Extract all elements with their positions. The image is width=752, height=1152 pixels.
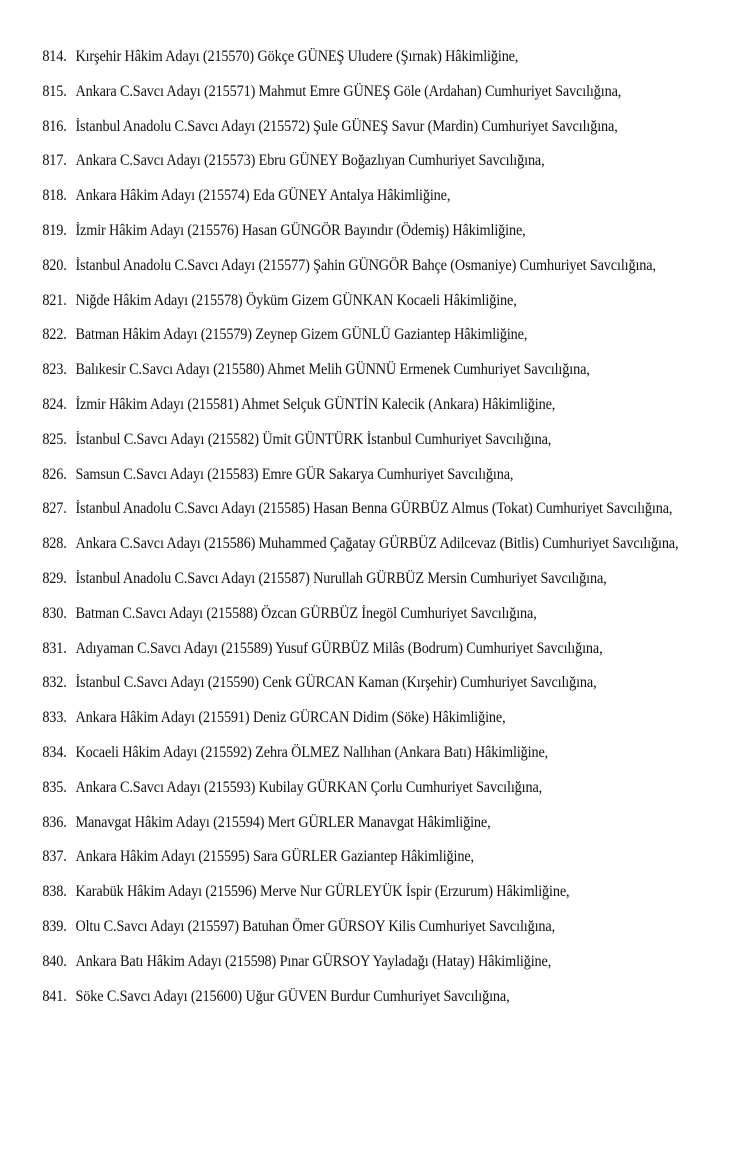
entry-text: Niğde Hâkim Adayı (215578) Öyküm Gizem GÜNKAN Kocaeli Hâkimliğine,: [75, 291, 517, 309]
entry-text: İstanbul C.Savcı Adayı (215582) Ümit GÜNTÜRK İstanbul Cumhuriyet Savcılığına,: [75, 430, 552, 448]
entry-text: Söke C.Savcı Adayı (215600) Uğur GÜVEN Burdur Cumhuriyet Savcılığına,: [75, 987, 510, 1005]
list-item: [0, 249, 752, 284]
entry-text: İzmir Hâkim Adayı (215576) Hasan GÜNGÖR Bayındır (Ödemiş) Hâkimliğine,: [75, 221, 526, 239]
entry-number: 827.: [42, 500, 67, 518]
list-item: [0, 144, 752, 179]
entry-number: 841.: [42, 987, 67, 1005]
list-item: [0, 75, 752, 110]
entry-number: 822.: [42, 326, 67, 344]
list-item: [0, 284, 752, 319]
entry-text: Adıyaman C.Savcı Adayı (215589) Yusuf GÜRBÜZ Milâs (Bodrum) Cumhuriyet Savcılığına,: [75, 639, 603, 657]
list-item: [0, 945, 752, 980]
list-item: [0, 910, 752, 945]
entry-number: 821.: [42, 291, 67, 309]
entry-number: 825.: [42, 430, 67, 448]
list-item: [0, 701, 752, 736]
entry-number: 819.: [42, 221, 67, 239]
entry-number: 834.: [42, 743, 67, 761]
entry-number: 815.: [42, 82, 67, 100]
entry-number: 840.: [42, 952, 67, 970]
list-item: [0, 110, 752, 145]
entry-number: 832.: [42, 674, 67, 692]
entry-text: Oltu C.Savcı Adayı (215597) Batuhan Ömer GÜRSOY Kilis Cumhuriyet Savcılığına,: [75, 917, 556, 935]
list-item: [0, 423, 752, 458]
list-item: [0, 40, 752, 75]
list-item: [0, 840, 752, 875]
entry-text: İzmir Hâkim Adayı (215581) Ahmet Selçuk GÜNTİN Kalecik (Ankara) Hâkimliğine,: [75, 395, 556, 413]
entry-number: 817.: [42, 152, 67, 170]
entry-text: Ankara Hâkim Adayı (215595) Sara GÜRLER Gaziantep Hâkimliğine,: [75, 848, 474, 866]
list-item: [0, 388, 752, 423]
entry-number: 820.: [42, 256, 67, 274]
entry-number: 829.: [42, 569, 67, 587]
list-item: [0, 179, 752, 214]
list-item: [0, 597, 752, 632]
entry-text: Ankara C.Savcı Adayı (215586) Muhammed Çağatay GÜRBÜZ Adilcevaz (Bitlis) Cumhuriyet Savcılığına,: [75, 535, 679, 553]
list-item: [0, 353, 752, 388]
list-item: [0, 875, 752, 910]
entry-number: 833.: [42, 709, 67, 727]
entry-text: Ankara C.Savcı Adayı (215573) Ebru GÜNEY Boğazlıyan Cumhuriyet Savcılığına,: [75, 152, 545, 170]
entry-text: Ankara C.Savcı Adayı (215593) Kubilay GÜRKAN Çorlu Cumhuriyet Savcılığına,: [75, 778, 543, 796]
entry-number: 816.: [42, 117, 67, 135]
entry-text: Karabük Hâkim Adayı (215596) Merve Nur GÜRLEYÜK İspir (Erzurum) Hâkimliğine,: [75, 883, 570, 901]
entry-text: Ankara C.Savcı Adayı (215571) Mahmut Emre GÜNEŞ Göle (Ardahan) Cumhuriyet Savcılığına,: [75, 82, 622, 100]
list-item: [0, 527, 752, 562]
entry-text: İstanbul Anadolu C.Savcı Adayı (215577) Şahin GÜNGÖR Bahçe (Osmaniye) Cumhuriyet Savcılığına,: [75, 256, 656, 274]
entry-text: Manavgat Hâkim Adayı (215594) Mert GÜRLER Manavgat Hâkimliğine,: [75, 813, 491, 831]
entry-text: Batman Hâkim Adayı (215579) Zeynep Gizem GÜNLÜ Gaziantep Hâkimliğine,: [75, 326, 528, 344]
entry-text: Ankara Hâkim Adayı (215574) Eda GÜNEY Antalya Hâkimliğine,: [75, 187, 451, 205]
entry-number: 838.: [42, 883, 67, 901]
list-item: [0, 632, 752, 667]
entry-text: İstanbul Anadolu C.Savcı Adayı (215572) Şule GÜNEŞ Savur (Mardin) Cumhuriyet Savcılığına,: [75, 117, 618, 135]
entry-number: 818.: [42, 187, 67, 205]
list-item: [0, 318, 752, 353]
entry-number: 823.: [42, 361, 67, 379]
entry-text: İstanbul Anadolu C.Savcı Adayı (215585) Hasan Benna GÜRBÜZ Almus (Tokat) Cumhuriyet Savcılığına,: [75, 500, 673, 518]
entry-number: 837.: [42, 848, 67, 866]
list-item: [0, 980, 752, 1015]
entry-number: 836.: [42, 813, 67, 831]
appointment-list: [0, 40, 752, 1014]
entry-text: İstanbul Anadolu C.Savcı Adayı (215587) Nurullah GÜRBÜZ Mersin Cumhuriyet Savcılığına,: [75, 569, 607, 587]
entry-text: Batman C.Savcı Adayı (215588) Özcan GÜRBÜZ İnegöl Cumhuriyet Savcılığına,: [75, 604, 537, 622]
list-item: [0, 458, 752, 493]
entry-text: Ankara Hâkim Adayı (215591) Deniz GÜRCAN Didim (Söke) Hâkimliğine,: [75, 709, 506, 727]
list-item: [0, 666, 752, 701]
entry-number: 830.: [42, 604, 67, 622]
entry-number: 835.: [42, 778, 67, 796]
entry-text: Ankara Batı Hâkim Adayı (215598) Pınar GÜRSOY Yayladağı (Hatay) Hâkimliğine,: [75, 952, 552, 970]
entry-number: 839.: [42, 917, 67, 935]
list-item: [0, 736, 752, 771]
entry-text: Balıkesir C.Savcı Adayı (215580) Ahmet Melih GÜNNÜ Ermenek Cumhuriyet Savcılığına,: [75, 361, 590, 379]
entry-text: Samsun C.Savcı Adayı (215583) Emre GÜR Sakarya Cumhuriyet Savcılığına,: [75, 465, 514, 483]
entry-text: İstanbul C.Savcı Adayı (215590) Cenk GÜRCAN Kaman (Kırşehir) Cumhuriyet Savcılığına,: [75, 674, 597, 692]
list-item: [0, 492, 752, 527]
entry-number: 814.: [42, 48, 67, 65]
entry-number: 824.: [42, 395, 67, 413]
entry-number: 828.: [42, 535, 67, 553]
list-item: [0, 806, 752, 841]
entry-text: Kırşehir Hâkim Adayı (215570) Gökçe GÜNEŞ Uludere (Şırnak) Hâkimliğine,: [75, 48, 519, 65]
entry-number: 831.: [42, 639, 67, 657]
list-item: [0, 771, 752, 806]
list-item: [0, 214, 752, 249]
list-item: [0, 562, 752, 597]
entry-number: 826.: [42, 465, 67, 483]
entry-text: Kocaeli Hâkim Adayı (215592) Zehra ÖLMEZ Nallıhan (Ankara Batı) Hâkimliğine,: [75, 743, 549, 761]
